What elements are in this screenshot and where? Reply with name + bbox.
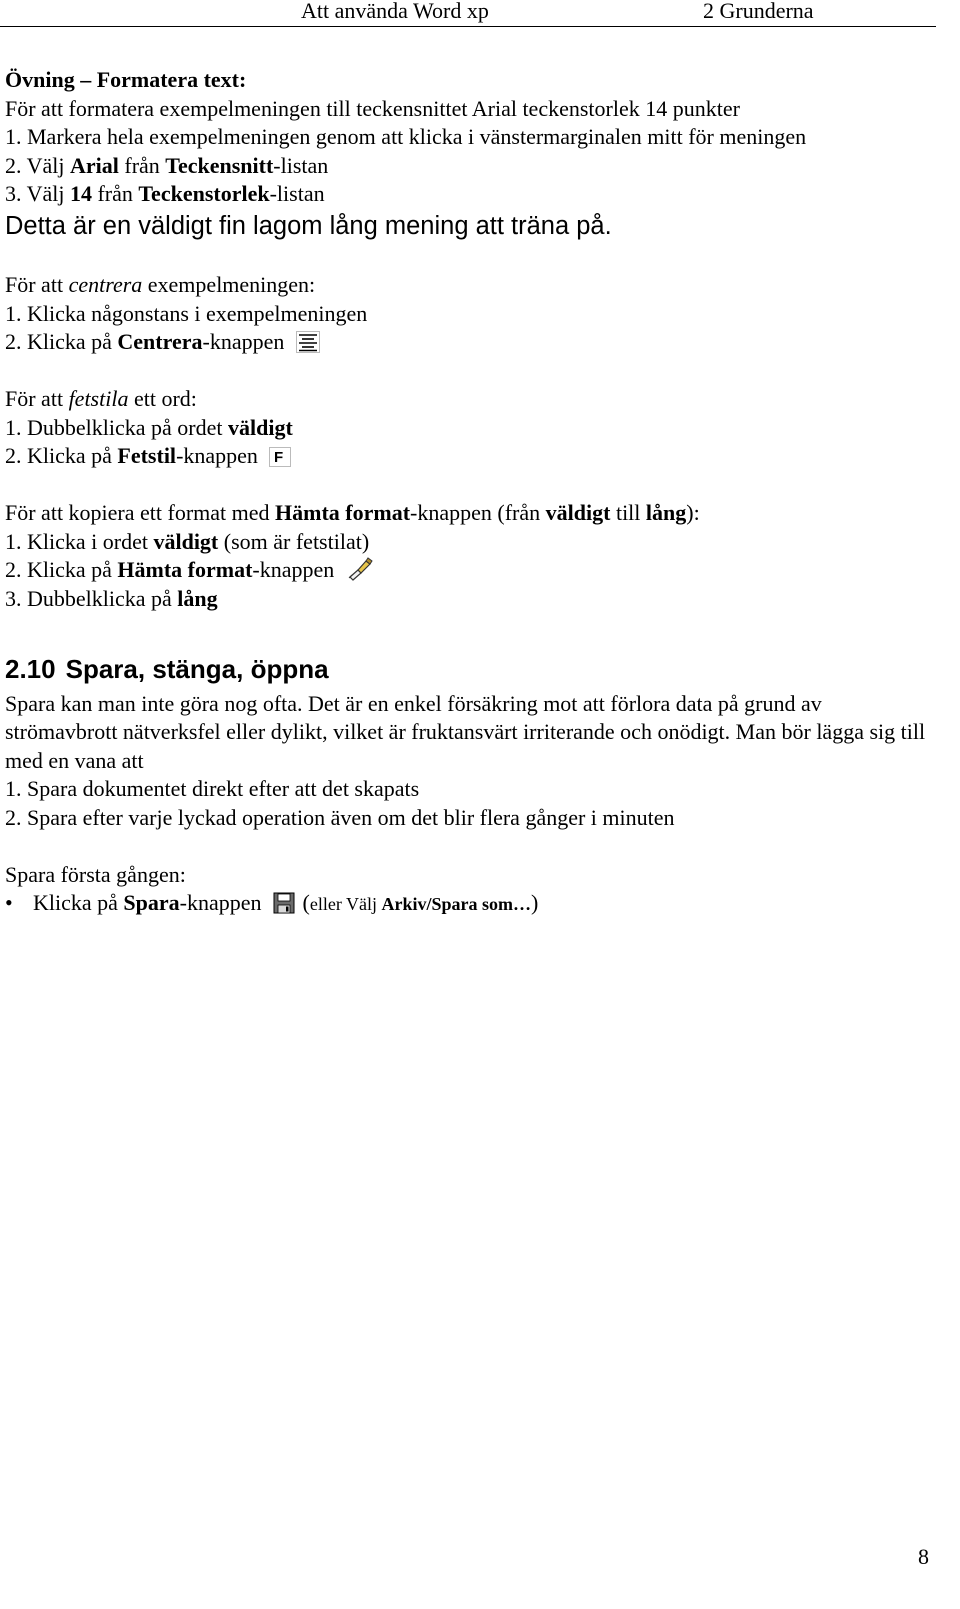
text-segment: För att xyxy=(5,272,69,297)
sample-sentence: Detta är en väldigt fin lagom lång mening att träna på. xyxy=(5,211,612,240)
text-segment: ett ord: xyxy=(128,386,197,411)
text-segment: 2. Klicka på xyxy=(5,443,118,468)
format-painter-step-2 xyxy=(5,556,930,585)
page-header xyxy=(0,0,936,27)
spacer xyxy=(5,243,930,272)
text-segment: eller Välj xyxy=(309,894,382,914)
text-segment: För att kopiera ett format med xyxy=(5,500,276,525)
section-number: 2.10 xyxy=(5,653,56,684)
text-segment: För att xyxy=(5,386,69,411)
spacer xyxy=(5,471,930,500)
bold-text: lång xyxy=(177,585,218,611)
text-segment: 1. Klicka i ordet xyxy=(5,528,154,554)
text-segment: -knappen xyxy=(179,890,262,915)
bold-text: Teckensnitt xyxy=(165,152,274,178)
section-heading xyxy=(5,650,930,688)
center-step-1: 1. Klicka någonstans i exempelmeningen xyxy=(5,300,368,326)
center-step-2 xyxy=(5,328,930,357)
text-segment: exempelmeningen: xyxy=(142,272,316,297)
text-segment: 2. Välj xyxy=(5,152,70,178)
text-segment: ) xyxy=(531,890,539,915)
text-segment: 3. Dubbelklicka på xyxy=(5,585,178,611)
bold-text: väldigt xyxy=(545,500,611,525)
document-title: Att använda Word xp xyxy=(301,0,489,23)
bold-text: Arkiv/Spara som… xyxy=(381,894,531,914)
bold-text: Fetstil xyxy=(117,443,177,468)
page-number: 8 xyxy=(918,1544,929,1569)
text-segment: ): xyxy=(686,500,700,525)
format-painter-step-3 xyxy=(5,585,930,614)
text-segment: till xyxy=(610,500,646,525)
exercise-step-2 xyxy=(5,152,930,181)
bold-icon-glyph: F xyxy=(274,449,284,466)
exercise-step-3 xyxy=(5,180,930,209)
bold-intro xyxy=(5,385,930,414)
spacer xyxy=(5,832,930,861)
bold-text: Centrera xyxy=(117,329,203,354)
text-segment: -knappen xyxy=(202,329,285,354)
text-segment: -knappen (från xyxy=(410,500,546,525)
text-segment: Klicka på xyxy=(33,890,124,915)
bold-step-2 xyxy=(5,442,930,471)
bold-icon xyxy=(269,446,291,475)
format-painter-step-1 xyxy=(5,528,930,557)
bold-text: Arial xyxy=(69,152,119,178)
bold-text: väldigt xyxy=(228,414,293,440)
chapter-title: 2 Grunderna xyxy=(703,0,814,23)
bold-text: Teckenstorlek xyxy=(138,181,270,206)
section-step-2: 2. Spara efter varje lyckad operation även om det blir flera gånger i minuten xyxy=(5,804,675,830)
bold-text: Hämta format xyxy=(117,557,253,582)
text-segment: 3. Välj xyxy=(5,181,70,206)
bold-text: väldigt xyxy=(153,528,219,554)
bold-text: Spara xyxy=(123,890,180,915)
text-segment: från xyxy=(91,181,139,206)
save-bullet xyxy=(5,889,930,918)
bold-step-1 xyxy=(5,414,930,443)
text-segment: -knappen xyxy=(176,443,258,468)
spacer xyxy=(5,613,930,642)
exercise-title: Övning – Formatera text: xyxy=(5,67,247,92)
text-segment: -knappen xyxy=(252,557,335,582)
first-save-label: Spara första gången: xyxy=(5,861,186,887)
spacer xyxy=(5,357,930,386)
text-segment: 2. Klicka på xyxy=(5,557,118,582)
text-segment: -listan xyxy=(269,181,325,206)
format-painter-icon xyxy=(346,557,374,589)
text-segment: ( xyxy=(302,890,310,915)
align-center-icon xyxy=(296,331,320,361)
text-segment: 2. Klicka på xyxy=(5,329,118,354)
exercise-intro: För att formatera exempelmeningen till teckensnittet Arial teckenstorlek 14 punkter xyxy=(5,95,740,121)
document-body xyxy=(5,66,930,918)
bullet-icon: • xyxy=(5,890,13,915)
center-intro xyxy=(5,271,930,300)
bold-text: 14 xyxy=(69,181,92,206)
save-icon xyxy=(273,892,297,922)
text-segment: (som är fetstilat) xyxy=(218,528,370,554)
text-segment: -listan xyxy=(273,152,329,178)
bold-text: Hämta format xyxy=(275,500,411,525)
section-title: Spara, stänga, öppna xyxy=(65,653,329,684)
italic-text: centrera xyxy=(68,272,143,297)
section-paragraph: Spara kan man inte göra nog ofta. Det är en enkel försäkring mot att förlora data på grund av strömavbrott nätverksfel eller dylikt, vilket är fruktansvärt irriterande och onödigt. Man bör lägga sig till med en vana att xyxy=(5,690,926,773)
exercise-step-1: 1. Markera hela exempelmeningen genom att klicka i vänstermarginalen mitt för meningen xyxy=(5,124,807,149)
text-segment: från xyxy=(118,152,166,178)
italic-text: fetstila xyxy=(68,386,129,411)
section-step-1: 1. Spara dokumentet direkt efter att det skapats xyxy=(5,776,420,801)
format-painter-intro xyxy=(5,499,930,528)
text-segment: 1. Dubbelklicka på ordet xyxy=(5,414,228,440)
bold-text: lång xyxy=(645,500,687,525)
